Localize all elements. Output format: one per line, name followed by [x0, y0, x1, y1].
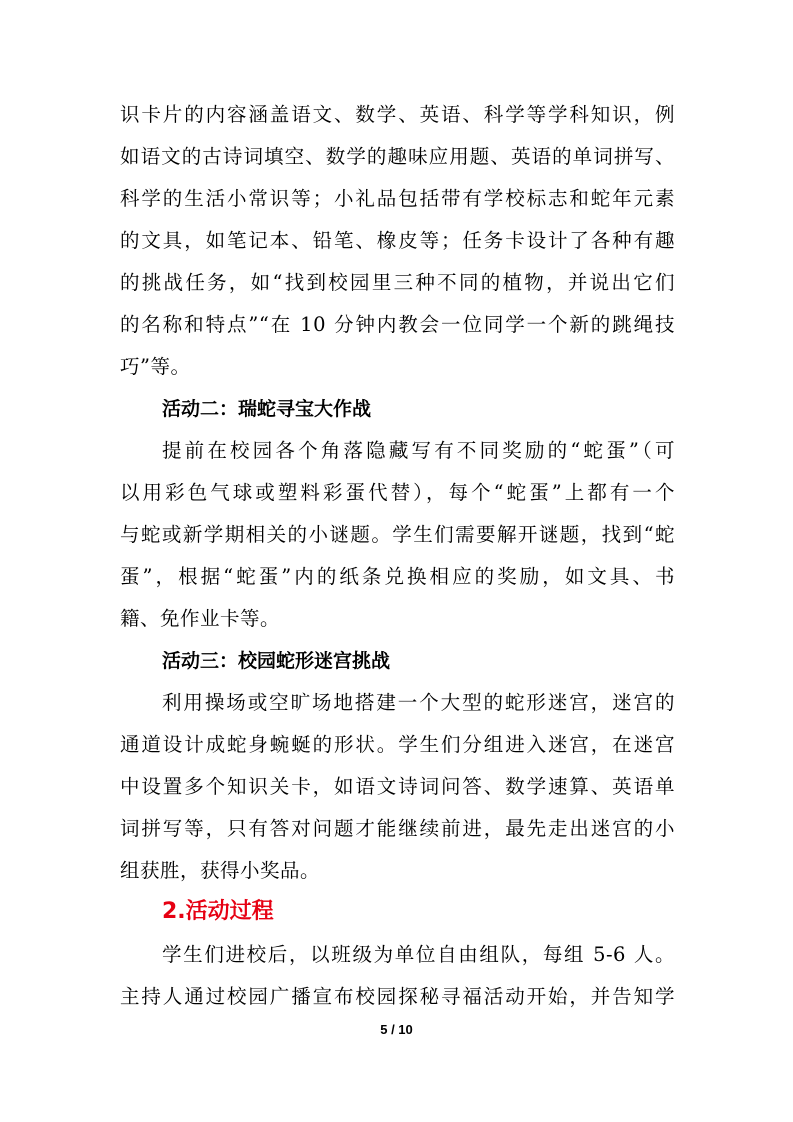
paragraph-line: 科学的生活小常识等；小礼品包括带有学校标志和蛇年元素	[120, 187, 675, 210]
page-number: 5 / 10	[380, 1022, 413, 1037]
paragraph-line: 识卡片的内容涵盖语文、数学、英语、科学等学科知识，例	[120, 103, 675, 126]
paragraph-line: 中设置多个知识关卡，如语文诗词问答、数学速算、英语单	[120, 775, 675, 798]
paragraph-line: 的名称和特点”“在 10 分钟内教会一位同学一个新的跳绳技	[120, 313, 675, 336]
paragraph-line: 与蛇或新学期相关的小谜题。学生们需要解开谜题，找到“蛇	[120, 523, 675, 546]
paragraph-line: 利用操场或空旷场地搭建一个大型的蛇形迷宫，迷宫的	[162, 691, 675, 714]
paragraph-line: 以用彩色气球或塑料彩蛋代替），每个“蛇蛋”上都有一个	[120, 481, 675, 504]
paragraph-line: 的文具，如笔记本、铅笔、橡皮等；任务卡设计了各种有趣	[120, 229, 675, 252]
paragraph-line: 如语文的古诗词填空、数学的趣味应用题、英语的单词拼写、	[120, 145, 675, 168]
paragraph-line: 籍、免作业卡等。	[120, 607, 281, 630]
paragraph-line: 提前在校园各个角落隐藏写有不同奖励的“蛇蛋”（可	[162, 439, 675, 462]
activity2-heading: 活动二：瑞蛇寻宝大作战	[162, 398, 372, 420]
paragraph-line: 组获胜，获得小奖品。	[120, 859, 321, 882]
paragraph-line: 词拼写等，只有答对问题才能继续前进，最先走出迷宫的小	[120, 817, 675, 840]
paragraph-line: 巧”等。	[120, 355, 191, 378]
paragraph-line: 蛋”，根据“蛇蛋”内的纸条兑换相应的奖励，如文具、书	[120, 565, 675, 588]
paragraph-line: 学生们进校后，以班级为单位自由组队，每组 5-6 人。	[162, 943, 675, 966]
paragraph-line: 主持人通过校园广播宣布校园探秘寻福活动开始，并告知学	[120, 985, 675, 1008]
paragraph-line: 的挑战任务，如“找到校园里三种不同的植物，并说出它们	[120, 271, 675, 294]
section-heading: 2.活动过程	[162, 899, 274, 924]
paragraph-line: 通道设计成蛇身蜿蜒的形状。学生们分组进入迷宫，在迷宫	[120, 733, 675, 756]
activity3-heading: 活动三：校园蛇形迷宫挑战	[162, 650, 391, 672]
